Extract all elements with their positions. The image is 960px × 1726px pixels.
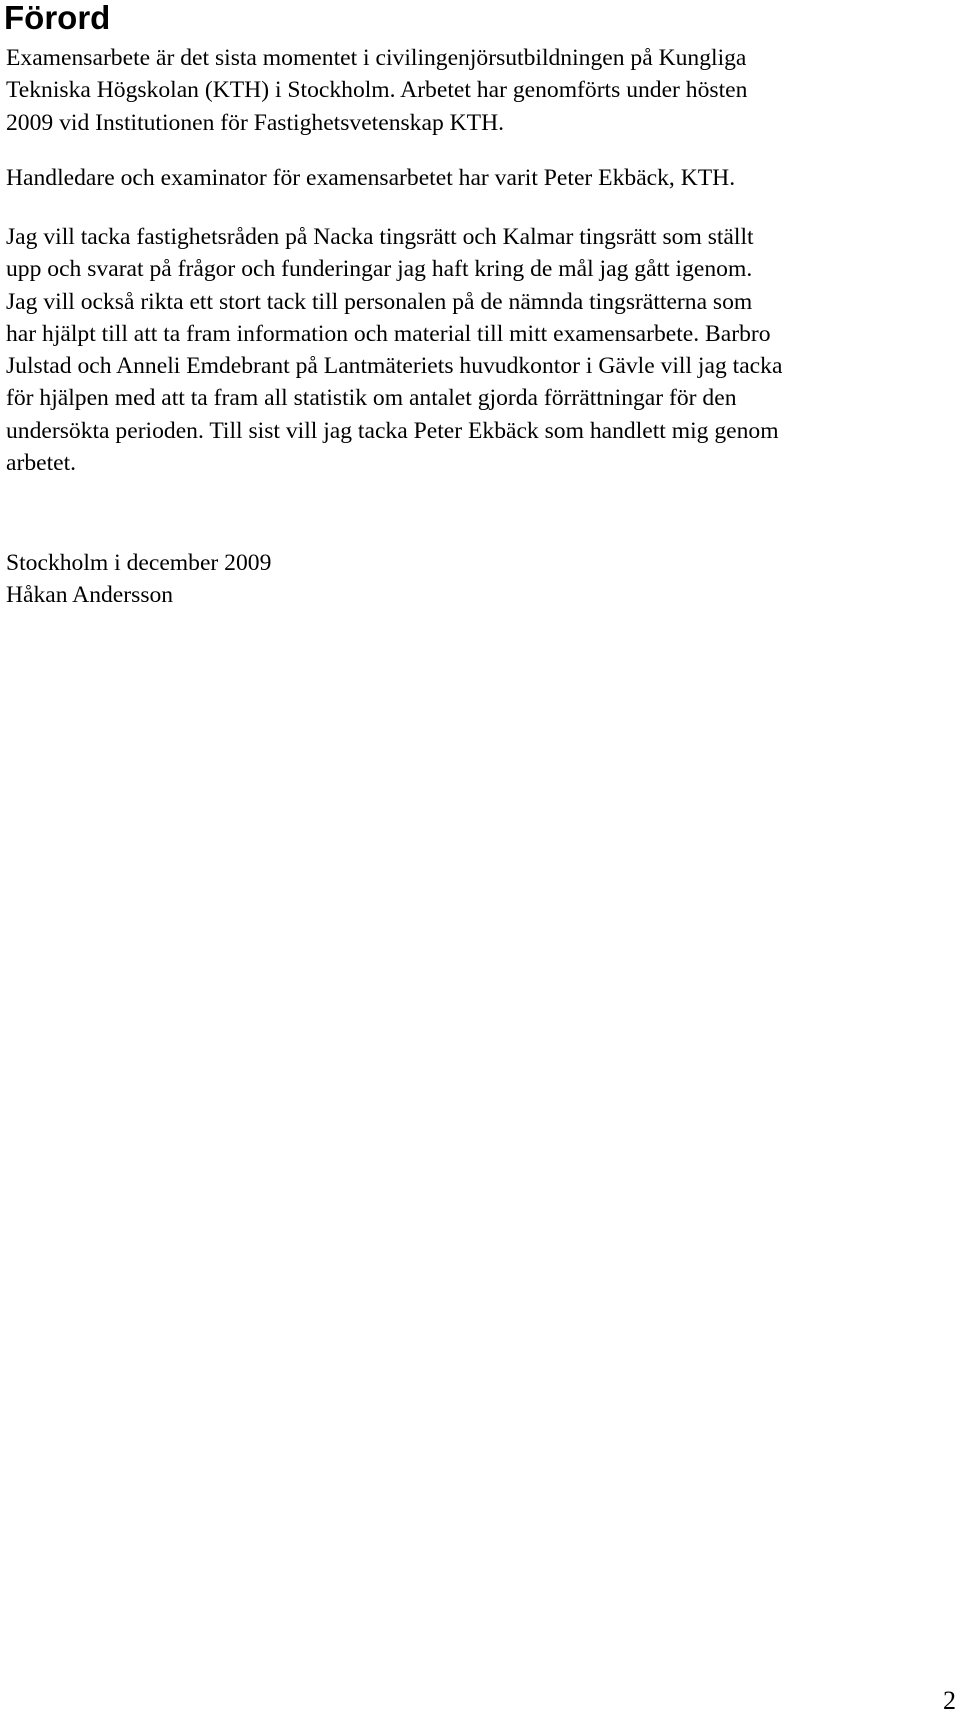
text-line: arbetet. (6, 450, 77, 477)
page-title: Förord (4, 0, 111, 36)
text-line: har hjälpt till att ta fram information och material till mitt examensarbete. Barbro (6, 320, 771, 347)
text-line: Julstad och Anneli Emdebrant på Lantmäteriets huvudkontor i Gävle vill jag tacka (6, 353, 783, 380)
signature-author: Håkan Andersson (6, 582, 174, 609)
text-line: Jag vill tacka fastighetsråden på Nacka tingsrätt och Kalmar tingsrätt som ställt (6, 224, 754, 250)
acknowledgements-paragraph (6, 221, 960, 479)
text-line: Tekniska Högskolan (KTH) i Stockholm. Arbetet har genomförts under hösten (6, 77, 748, 104)
page-number: 2 (943, 1686, 956, 1715)
text-line: Jag vill också rikta ett stort tack till personalen på de nämnda tingsrätterna som (6, 288, 753, 315)
text-line: för hjälpen med att ta fram all statistik om antalet gjorda förrättningar för den (6, 385, 737, 412)
signature-place-date: Stockholm i december 2009 (6, 550, 272, 576)
text-line: Handledare och examinator för examensarbetet har varit Peter Ekbäck, KTH. (6, 165, 736, 191)
text-line: undersökta perioden. Till sist vill jag tacka Peter Ekbäck som handlett mig genom (6, 417, 779, 444)
signature-block (6, 547, 960, 612)
text-line: 2009 vid Institutionen för Fastighetsvetenskap KTH. (6, 109, 505, 136)
text-line: Examensarbete är det sista momentet i civilingenjörsutbildningen på Kungliga (6, 45, 747, 71)
intro-paragraph (6, 42, 960, 139)
supervisor-paragraph (6, 162, 960, 194)
text-line: upp och svarat på frågor och funderingar jag haft kring de mål jag gått igenom. (6, 256, 753, 283)
